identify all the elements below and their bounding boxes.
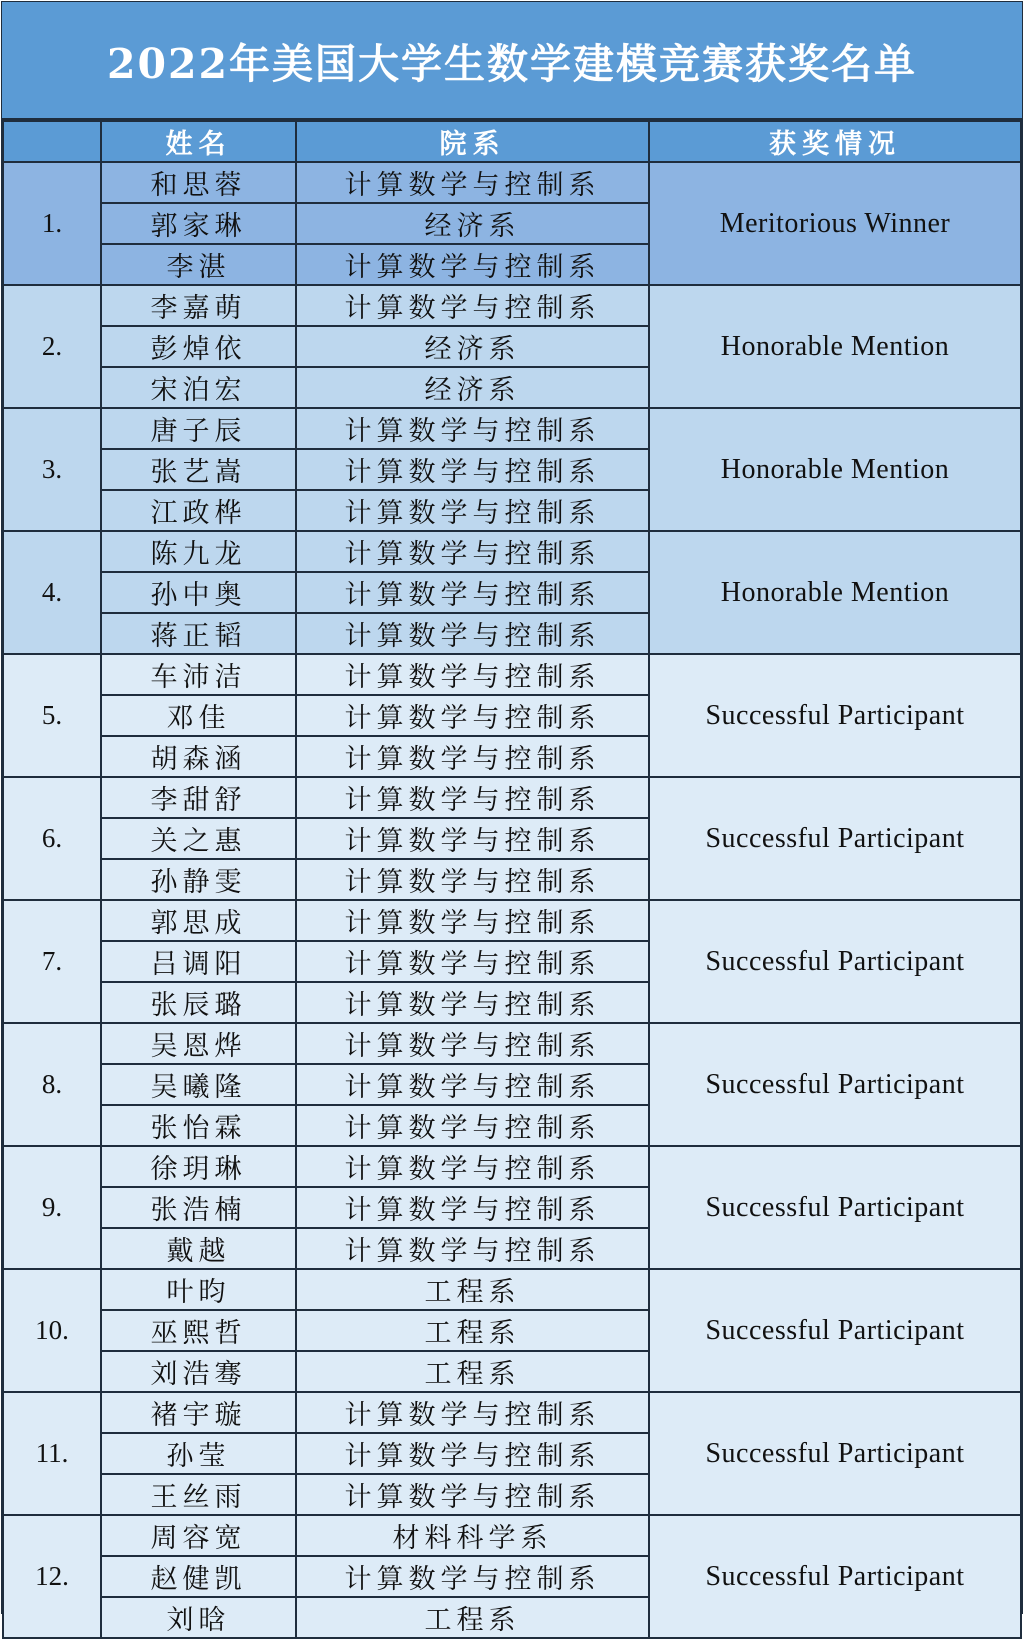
member-name: 周容宽 <box>101 1515 296 1556</box>
member-name: 陈九龙 <box>101 531 296 572</box>
member-name: 张辰璐 <box>101 982 296 1023</box>
team-index: 10. <box>3 1269 101 1392</box>
member-department: 计算数学与控制系 <box>296 900 649 941</box>
member-department: 材料科学系 <box>296 1515 649 1556</box>
member-name: 宋泊宏 <box>101 367 296 408</box>
member-name: 戴越 <box>101 1228 296 1269</box>
member-name: 张浩楠 <box>101 1187 296 1228</box>
table-row <box>3 1269 1021 1310</box>
member-department: 计算数学与控制系 <box>296 1146 649 1187</box>
member-department: 计算数学与控制系 <box>296 777 649 818</box>
member-name: 刘浩骞 <box>101 1351 296 1392</box>
member-name: 唐子辰 <box>101 408 296 449</box>
member-department: 计算数学与控制系 <box>296 1228 649 1269</box>
team-award: Successful Participant <box>649 1146 1021 1269</box>
team-award: Successful Participant <box>649 654 1021 777</box>
member-department: 计算数学与控制系 <box>296 285 649 326</box>
header-department: 院系 <box>296 121 649 162</box>
member-department: 计算数学与控制系 <box>296 1556 649 1597</box>
member-department: 计算数学与控制系 <box>296 1105 649 1146</box>
member-name: 巫熙哲 <box>101 1310 296 1351</box>
member-name: 彭焯依 <box>101 326 296 367</box>
team-award: Honorable Mention <box>649 408 1021 531</box>
member-name: 徐玥琳 <box>101 1146 296 1187</box>
team-group <box>3 900 1021 1023</box>
member-department: 计算数学与控制系 <box>296 531 649 572</box>
member-department: 计算数学与控制系 <box>296 654 649 695</box>
member-name: 蒋正韬 <box>101 613 296 654</box>
header-award: 获奖情况 <box>649 121 1021 162</box>
award-list-sheet <box>1 1 1023 1636</box>
header-row <box>3 121 1021 162</box>
team-award: Honorable Mention <box>649 285 1021 408</box>
team-index: 8. <box>3 1023 101 1146</box>
team-group <box>3 1269 1021 1392</box>
member-department: 计算数学与控制系 <box>296 1064 649 1105</box>
member-name: 吕调阳 <box>101 941 296 982</box>
member-department: 计算数学与控制系 <box>296 859 649 900</box>
member-name: 关之惠 <box>101 818 296 859</box>
member-department: 经济系 <box>296 203 649 244</box>
team-index: 2. <box>3 285 101 408</box>
team-group <box>3 1146 1021 1269</box>
team-award: Successful Participant <box>649 1023 1021 1146</box>
table-row <box>3 1392 1021 1433</box>
member-department: 计算数学与控制系 <box>296 1023 649 1064</box>
member-name: 赵健凯 <box>101 1556 296 1597</box>
team-index: 6. <box>3 777 101 900</box>
member-name: 褚宇璇 <box>101 1392 296 1433</box>
member-name: 李甜舒 <box>101 777 296 818</box>
member-department: 计算数学与控制系 <box>296 613 649 654</box>
table-row <box>3 654 1021 695</box>
team-group <box>3 531 1021 654</box>
member-department: 计算数学与控制系 <box>296 490 649 531</box>
member-department: 计算数学与控制系 <box>296 1392 649 1433</box>
member-name: 叶昀 <box>101 1269 296 1310</box>
member-department: 计算数学与控制系 <box>296 1187 649 1228</box>
member-department: 计算数学与控制系 <box>296 982 649 1023</box>
team-index: 4. <box>3 531 101 654</box>
table-row <box>3 777 1021 818</box>
team-index: 12. <box>3 1515 101 1638</box>
table-row <box>3 408 1021 449</box>
member-department: 经济系 <box>296 326 649 367</box>
team-group <box>3 1392 1021 1515</box>
member-department: 计算数学与控制系 <box>296 818 649 859</box>
team-award: Honorable Mention <box>649 531 1021 654</box>
team-group <box>3 1023 1021 1146</box>
table-row <box>3 162 1021 203</box>
member-department: 计算数学与控制系 <box>296 1433 649 1474</box>
team-group <box>3 162 1021 285</box>
member-department: 工程系 <box>296 1597 649 1638</box>
member-name: 胡森涵 <box>101 736 296 777</box>
member-name: 孙莹 <box>101 1433 296 1474</box>
table-row <box>3 1146 1021 1187</box>
member-department: 计算数学与控制系 <box>296 695 649 736</box>
member-name: 孙静雯 <box>101 859 296 900</box>
team-index: 5. <box>3 654 101 777</box>
team-index: 1. <box>3 162 101 285</box>
team-award: Successful Participant <box>649 1269 1021 1392</box>
member-name: 邓佳 <box>101 695 296 736</box>
header-name: 姓名 <box>101 121 296 162</box>
member-name: 吴曦隆 <box>101 1064 296 1105</box>
member-name: 孙中奥 <box>101 572 296 613</box>
member-department: 计算数学与控制系 <box>296 244 649 285</box>
member-department: 计算数学与控制系 <box>296 449 649 490</box>
member-department: 工程系 <box>296 1269 649 1310</box>
page-title: 2022年美国大学生数学建模竞赛获奖名单 <box>106 39 918 88</box>
table-row <box>3 1515 1021 1556</box>
member-department: 计算数学与控制系 <box>296 408 649 449</box>
member-department: 计算数学与控制系 <box>296 162 649 203</box>
member-name: 张艺嵩 <box>101 449 296 490</box>
member-name: 郭思成 <box>101 900 296 941</box>
member-department: 计算数学与控制系 <box>296 572 649 613</box>
team-group <box>3 654 1021 777</box>
team-award: Successful Participant <box>649 1392 1021 1515</box>
team-award: Meritorious Winner <box>649 162 1021 285</box>
member-name: 吴恩烨 <box>101 1023 296 1064</box>
header-index <box>3 121 101 162</box>
member-name: 江政桦 <box>101 490 296 531</box>
member-name: 郭家琳 <box>101 203 296 244</box>
team-index: 7. <box>3 900 101 1023</box>
team-index: 11. <box>3 1392 101 1515</box>
member-name: 李嘉萌 <box>101 285 296 326</box>
member-name: 王丝雨 <box>101 1474 296 1515</box>
member-department: 工程系 <box>296 1310 649 1351</box>
team-group <box>3 285 1021 408</box>
member-name: 和思蓉 <box>101 162 296 203</box>
table-row <box>3 1023 1021 1064</box>
member-department: 工程系 <box>296 1351 649 1392</box>
title-bar <box>2 2 1022 120</box>
team-award: Successful Participant <box>649 777 1021 900</box>
team-group <box>3 777 1021 900</box>
table-row <box>3 900 1021 941</box>
member-department: 经济系 <box>296 367 649 408</box>
team-group <box>3 408 1021 531</box>
member-department: 计算数学与控制系 <box>296 736 649 777</box>
team-index: 3. <box>3 408 101 531</box>
member-name: 车沛洁 <box>101 654 296 695</box>
awards-table <box>2 120 1022 1639</box>
member-name: 刘晗 <box>101 1597 296 1638</box>
team-group <box>3 1515 1021 1638</box>
team-award: Successful Participant <box>649 900 1021 1023</box>
member-department: 计算数学与控制系 <box>296 1474 649 1515</box>
table-row <box>3 285 1021 326</box>
table-row <box>3 531 1021 572</box>
member-department: 计算数学与控制系 <box>296 941 649 982</box>
member-name: 张怡霖 <box>101 1105 296 1146</box>
team-award: Successful Participant <box>649 1515 1021 1638</box>
member-name: 李湛 <box>101 244 296 285</box>
team-index: 9. <box>3 1146 101 1269</box>
